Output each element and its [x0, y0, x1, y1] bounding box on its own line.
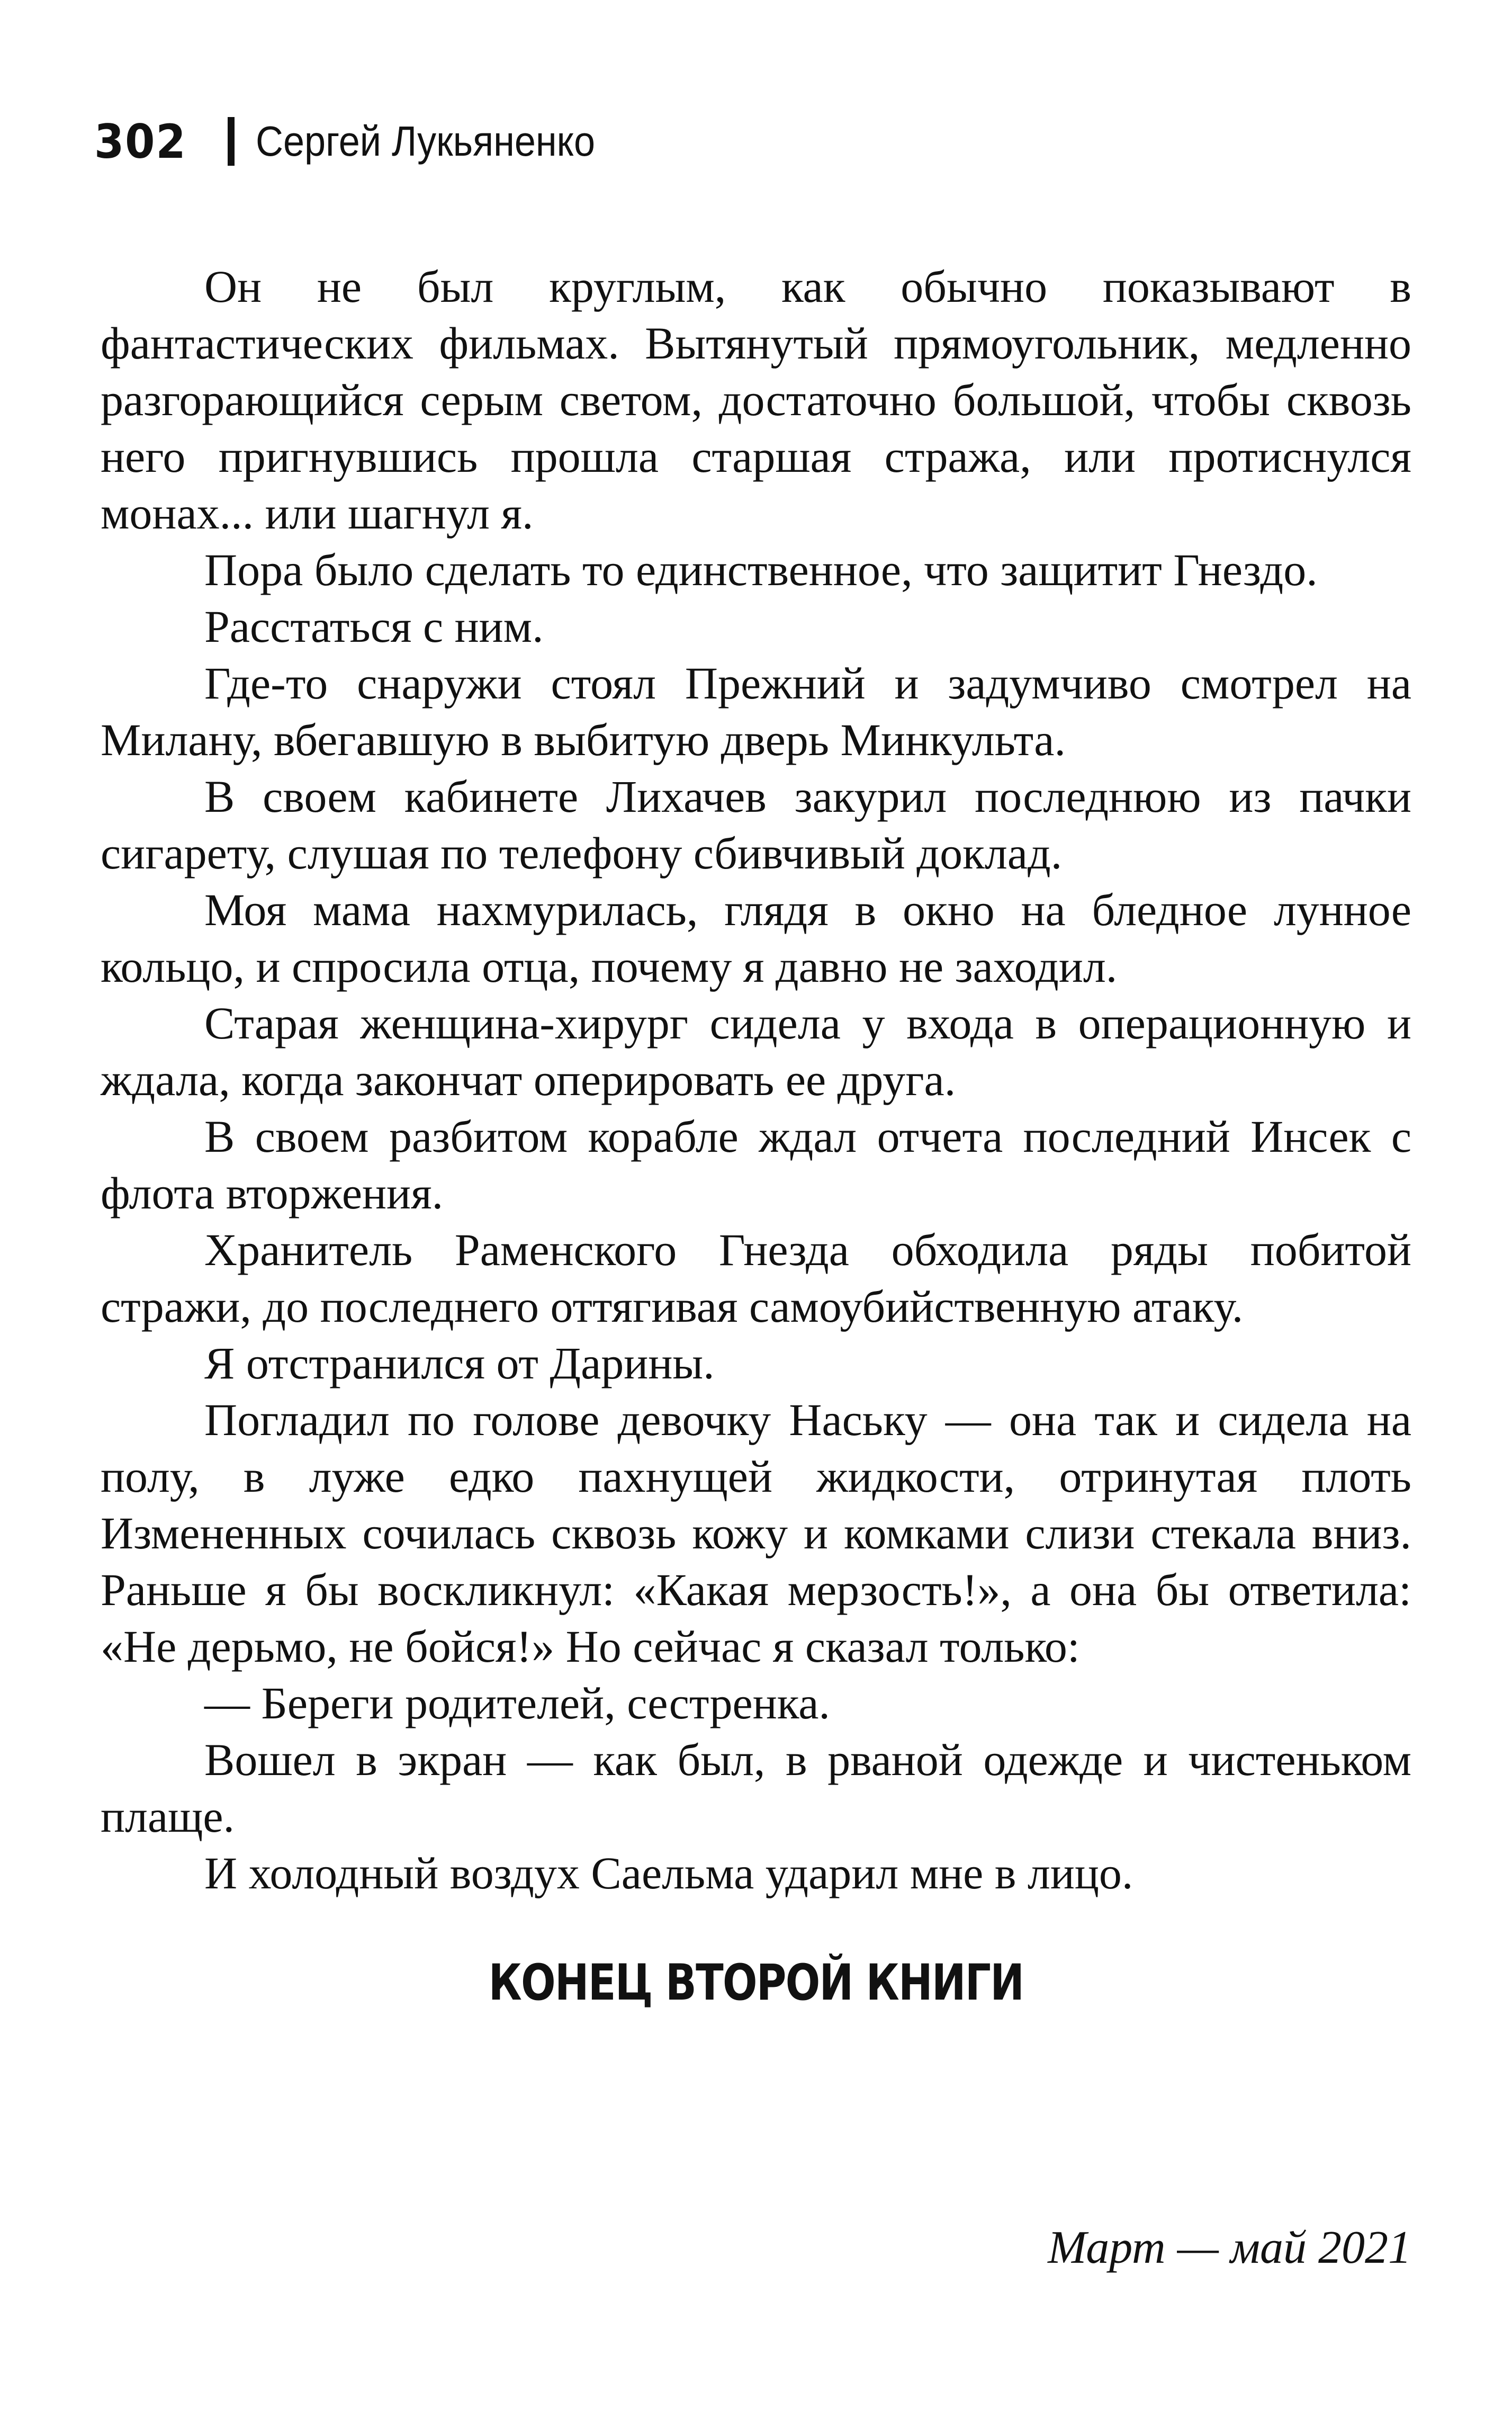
paragraph: Погладил по голове девочку Наську — она так и сидела на полу, в луже едко пахнущей жидкости, отринутая плоть Измененных сочилась сквозь кожу и комками слизи стекала вниз. Раньше я бы воскликнул: «Какая мерзость!», а она бы ответила: «Не дерьмо, не бойся!» Но сейчас я сказал только: — [101, 1394, 1411, 1672]
paragraph: Вошел в экран — как был, в рваной одежде и чистеньком плаще. — [101, 1734, 1411, 1842]
paragraph: Пора было сделать то единственное, что защитит Гнездо. — [204, 544, 1318, 595]
body-text — [101, 258, 1411, 1902]
paragraph: Старая женщина-хирург сидела у входа в операционную и ждала, когда закончат оперировать ее друга. — [101, 998, 1411, 1105]
page-number: 302 — [94, 114, 187, 169]
paragraph: В своем кабинете Лихачев закурил последнюю из пачки сигарету, слушая по телефону сбивчивый доклад. — [101, 771, 1411, 879]
book-end-heading: КОНЕЦ ВТОРОЙ КНИГИ — [488, 1954, 1024, 2012]
paragraph: — Береги родителей, сестренка. — [204, 1678, 830, 1728]
paragraph: И холодный воздух Саельма ударил мне в лицо. — [204, 1848, 1133, 1898]
paragraph: Он не был круглым, как обычно показывают в фантастических фильмах. Вытянутый прямоугольник, медленно разгорающийся серым светом, достаточно большой, чтобы сквозь него пригнувшись прошла старшая стража, или протиснулся монах... или шагнул я. — [101, 261, 1411, 539]
paragraph: Хранитель Раменского Гнезда обходила ряды побитой стражи, до последнего оттягивая самоубийственную атаку. — [101, 1224, 1411, 1332]
paragraph: Я отстранился от Дарины. — [204, 1338, 715, 1388]
date-line: Март — май 2021 — [1048, 2222, 1411, 2273]
running-header — [94, 112, 633, 171]
paragraph: Где-то снаружи стоял Прежний и задумчиво смотрел на Милану, вбегавшую в выбитую дверь Минкульта. — [101, 658, 1411, 765]
header-divider — [228, 117, 235, 166]
paragraph: В своем разбитом корабле ждал отчета последний Инсек с флота вторжения. — [101, 1111, 1411, 1219]
author-name: Сергей Лукьяненко — [255, 118, 595, 165]
paragraph: Моя мама нахмурилась, глядя в окно на бледное лунное кольцо, и спросила отца, почему я давно не заходил. — [101, 884, 1411, 992]
paragraph: Расстаться с ним. — [204, 601, 544, 652]
